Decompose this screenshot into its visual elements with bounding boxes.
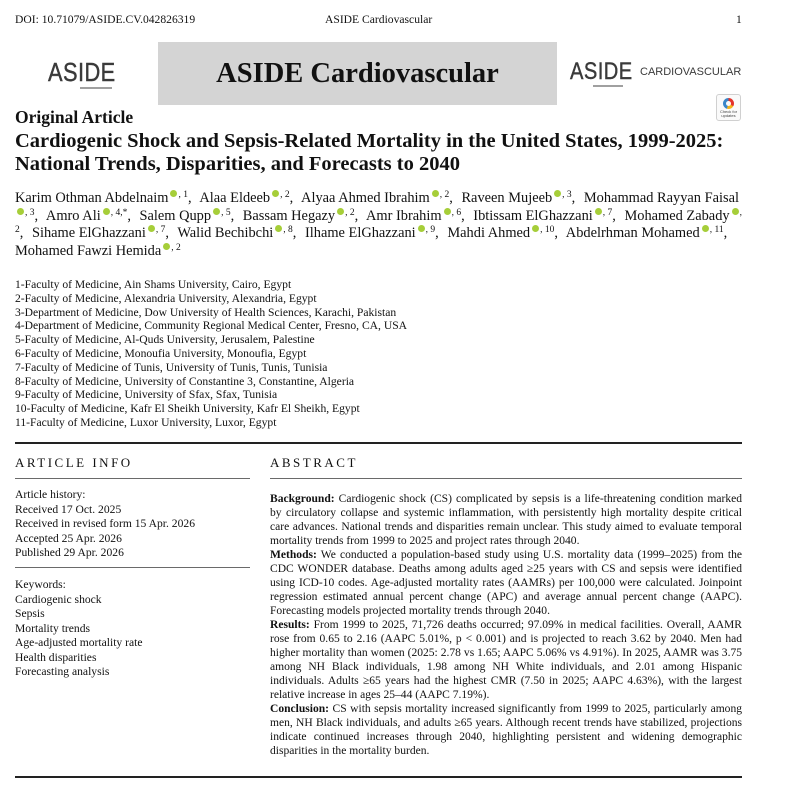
affiliation-number: , 2: [15, 207, 742, 236]
author-separator: ,: [127, 207, 131, 224]
keyword: Mortality trends: [15, 621, 91, 635]
affiliation: 7-Faculty of Medicine of Tunis, University of Tunis, Tunis, Tunisia: [15, 360, 328, 374]
author-separator: ,: [165, 225, 169, 242]
keyword-list: [15, 578, 250, 680]
logo-tagline-mark: [80, 87, 112, 89]
affiliation-number: , 8: [283, 225, 293, 236]
author: [366, 208, 465, 224]
abstract-section-label: Conclusion:: [270, 703, 330, 715]
history-entry: Received 17 Oct. 2025: [15, 502, 122, 516]
author: [447, 225, 558, 241]
affiliation-number: , 2: [280, 190, 290, 200]
abstract-section-text: From 1999 to 2025, 71,726 deaths occurred; 97.09% in medical facilities. Overall, AAMR rose from 0.65 to 2.16 (AAPC 5.01%, p < 0.001) and is projected to reach 3.62 by 2040. Men had higher mortality than women (2025: 2.78 vs 1.65; AAPC 5.06% vs 4.91%). In 2025, AAMR was 3.75 among NH Black individuals, 1.98 among NH White individuals, and 2.01 among Hispanic individuals. Adults ≥65 years had the highest CMR (7.50 in 2025; AAPC 4.63%), with the largest relative increase in ages 25–44 (AAPC 7.19%).: [270, 619, 743, 701]
affiliation-number: , 10: [540, 225, 555, 236]
article-title: Cardiogenic Shock and Sepsis-Related Mortality in the United States, 1999-2025: National Trends, Disparities, and Forecasts to 2040: [15, 130, 724, 175]
orcid-icon[interactable]: [532, 225, 539, 232]
affiliation-number: , 1: [178, 190, 188, 200]
author-separator: ,: [289, 190, 294, 206]
author-name: Sihame ElGhazzani: [31, 225, 146, 242]
author-name: Bassam Hegazy: [242, 207, 336, 224]
keyword: Health disparities: [15, 650, 97, 664]
author-affiliation-marker: [272, 190, 290, 200]
abstract-section-text: We conducted a population-based study using U.S. mortality data (1999–2025) from the CDC WONDER database. Deaths among adults aged ≥25 years with CS and sepsis were identified using ICD-10 codes. Age-adjusted mortality rates (AAMRs) per 100,000 were calculated. Joinpoint regression estimated annual percent change (APC) and average annual percent change (AAPC). Forecasting models projected mortality trends through 2040.: [270, 549, 742, 617]
affiliation-number: , 9: [425, 225, 436, 236]
abstract-section: [270, 618, 742, 702]
author-separator: ,: [461, 207, 465, 224]
author: [15, 190, 192, 206]
history-entry: Received in revised form 15 Apr. 2026: [15, 517, 195, 530]
author: [32, 225, 169, 241]
aside-logo-right-subtitle: CARDIOVASCULAR: [640, 66, 742, 78]
author-list: [15, 190, 742, 261]
divider: [15, 567, 250, 568]
logo-tagline-mark: [593, 85, 623, 87]
affiliation: 1-Faculty of Medicine, Ain Shams University, Cairo, Egypt: [15, 278, 292, 291]
affiliation: 3-Department of Medicine, Dow University of Health Sciences, Karachi, Pakistan: [15, 305, 397, 319]
author: [305, 225, 439, 241]
author-separator: ,: [292, 225, 297, 242]
affiliation: 11-Faculty of Medicine, Luxor University, Luxor, Egypt: [15, 415, 277, 429]
abstract-section-label: Methods:: [270, 549, 317, 561]
affiliation-number: , 2: [345, 207, 355, 218]
orcid-icon[interactable]: [275, 225, 282, 232]
history-entry: Published 29 Apr. 2026: [15, 546, 124, 559]
abstract-section-label: Background:: [270, 493, 335, 505]
author-name: Alyaa Ahmed Ibrahim: [301, 190, 430, 206]
keyword: Age-adjusted mortality rate: [15, 636, 143, 649]
author: [566, 225, 727, 241]
author-separator: ,: [571, 190, 576, 206]
check-for-updates-label: Check for updates: [719, 109, 738, 119]
author-affiliation-marker: [103, 208, 128, 218]
author-name: Alaa Eldeeb: [199, 190, 271, 206]
author-affiliation-marker: [170, 190, 188, 200]
author-separator: ,: [34, 207, 39, 224]
article-history: [15, 488, 250, 561]
orcid-icon[interactable]: [702, 225, 709, 232]
abstract-heading: ABSTRACT: [270, 455, 358, 470]
affiliation-number: , 3: [25, 207, 35, 218]
check-for-updates-badge[interactable]: [716, 94, 741, 121]
abstract-section-label: Results:: [270, 619, 310, 631]
author-affiliation-marker: [148, 225, 166, 235]
journal-banner: [158, 42, 557, 105]
orcid-icon[interactable]: [432, 190, 439, 197]
article-type: Original Article: [15, 107, 134, 127]
author-affiliation-marker: [595, 208, 613, 218]
abstract-section: [270, 702, 742, 758]
author-separator: ,: [187, 190, 192, 206]
author-name: Salem Qupp: [139, 207, 212, 224]
author-name: Amr Ibrahim: [366, 207, 442, 224]
author: [46, 208, 131, 224]
affiliation-number: , 5: [221, 207, 231, 218]
divider: [15, 776, 742, 778]
orcid-icon[interactable]: [163, 243, 170, 250]
article-info-heading: ARTICLE INFO: [15, 455, 133, 470]
divider: [15, 442, 742, 444]
orcid-icon[interactable]: [103, 208, 110, 215]
abstract-section-text: CS with sepsis mortality increased significantly from 1999 to 2025, particularly among men, NH Black individuals, and adults ≥65 years. Although recent trends have stabilized, projections indicate continued increases through 2040, highlighting persistent and widening demographic disparities in the mortality burden.: [270, 703, 742, 757]
author: [15, 243, 181, 259]
author: [243, 208, 358, 224]
affiliation-number: , 7: [155, 225, 166, 236]
author-name: Ibtissam ElGhazzani: [473, 207, 593, 224]
author-separator: ,: [449, 190, 453, 206]
author-affiliation-marker: [444, 208, 462, 218]
author-affiliation-marker: [213, 208, 231, 218]
affiliation-number: , 7: [602, 207, 613, 218]
doi-link[interactable]: DOI: 10.71079/ASIDE.CV.042826319: [15, 13, 196, 26]
keyword: Cardiogenic shock: [15, 592, 102, 606]
affiliation-list: [15, 278, 742, 430]
author-name: Karim Othman Abdelnaim: [15, 190, 169, 206]
abstract-section-text: Cardiogenic shock (CS) complicated by sepsis is a life-threatening condition marked by circulatory collapse and systemic inflammation, with persistently high mortality despite critical care advances. National trends and disparities remain unclear. This study aimed to evaluate temporal mortality trends from 1999 to 2025 and project rates through 2040.: [270, 493, 742, 547]
divider: [270, 478, 742, 479]
aside-logo-left: ASIDE: [48, 57, 116, 87]
affiliation-number: , 6: [451, 207, 462, 218]
affiliation: 2-Faculty of Medicine, Alexandria University, Alexandria, Egypt: [15, 291, 317, 305]
keywords-label: Keywords:: [15, 578, 66, 591]
page-number: 1: [736, 13, 742, 26]
affiliation: 6-Faculty of Medicine, Monoufia University, Monoufia, Egypt: [15, 346, 307, 360]
author-name: Mohamed Fawzi Hemida: [15, 243, 162, 260]
abstract-section: [270, 492, 742, 548]
author-separator: ,: [19, 225, 24, 242]
author-separator: ,: [230, 207, 235, 224]
orcid-icon[interactable]: [732, 208, 739, 215]
author-name: Walid Bechibchi: [177, 225, 274, 242]
orcid-icon[interactable]: [272, 190, 279, 197]
author-separator: ,: [554, 225, 558, 242]
author-name: Abdelrhman Mohamed: [565, 225, 700, 242]
affiliation-number: , 2: [171, 243, 181, 254]
author: [199, 190, 293, 206]
author-affiliation-marker: [702, 225, 724, 235]
author: [301, 190, 453, 206]
orcid-icon[interactable]: [148, 225, 155, 232]
author-separator: ,: [435, 225, 439, 242]
aside-logo-right: ASIDE: [570, 58, 633, 85]
author-separator: ,: [723, 225, 728, 242]
author-affiliation-marker: [17, 208, 35, 218]
affiliation-number: , 3: [562, 190, 572, 200]
author-affiliation-marker: [275, 225, 293, 235]
orcid-icon[interactable]: [337, 208, 344, 215]
abstract-body: [270, 492, 742, 758]
author-separator: ,: [354, 207, 359, 224]
running-journal-name: ASIDE Cardiovascular: [325, 13, 433, 26]
author-affiliation-marker: [432, 190, 450, 200]
author-name: Mohamed Zabady: [624, 207, 730, 224]
abstract-section: [270, 548, 742, 618]
author: [140, 208, 235, 224]
author: [177, 225, 296, 241]
author-affiliation-marker: [554, 190, 572, 200]
author-name: Raveen Mujeeb: [461, 190, 553, 206]
author-affiliation-marker: [532, 225, 554, 235]
affiliation: 4-Department of Medicine, Community Regional Medical Center, Fresno, CA, USA: [15, 319, 408, 333]
affiliation: 8-Faculty of Medicine, University of Constantine 3, Constantine, Algeria: [15, 374, 355, 388]
author-affiliation-marker: [163, 243, 181, 253]
orcid-icon[interactable]: [595, 208, 602, 215]
keyword: Sepsis: [15, 607, 45, 620]
orcid-icon[interactable]: [554, 190, 561, 197]
author-separator: ,: [612, 207, 616, 224]
history-label: Article history:: [15, 488, 86, 501]
author-affiliation-marker: [418, 225, 436, 235]
keyword: Forecasting analysis: [15, 665, 110, 678]
orcid-icon[interactable]: [418, 225, 425, 232]
history-entry: Accepted 25 Apr. 2026: [15, 531, 122, 545]
orcid-icon[interactable]: [444, 208, 451, 215]
author-name: Ilhame ElGhazzani: [304, 225, 416, 242]
author: [461, 190, 575, 206]
author-name: Amro Ali: [45, 207, 101, 224]
orcid-icon[interactable]: [213, 208, 220, 215]
author-affiliation-marker: [337, 208, 355, 218]
affiliation-number: , 2: [439, 190, 450, 200]
affiliation: 9-Faculty of Medicine, University of Sfax, Sfax, Tunisia: [15, 388, 278, 402]
author: [473, 208, 616, 224]
author-name: Mahdi Ahmed: [447, 225, 531, 242]
crossmark-icon: [723, 98, 734, 109]
affiliation-number: , 4,*: [110, 207, 128, 218]
author-name: Mohammad Rayyan Faisal: [583, 190, 739, 206]
banner-journal-title: ASIDE Cardiovascular: [216, 57, 499, 89]
orcid-icon[interactable]: [170, 190, 177, 197]
orcid-icon[interactable]: [17, 208, 24, 215]
affiliation-number: , 11: [709, 225, 724, 236]
divider: [15, 478, 250, 479]
affiliation: 10-Faculty of Medicine, Kafr El Sheikh University, Kafr El Sheikh, Egypt: [15, 402, 360, 416]
affiliation: 5-Faculty of Medicine, Al-Quds University, Jerusalem, Palestine: [15, 333, 315, 347]
